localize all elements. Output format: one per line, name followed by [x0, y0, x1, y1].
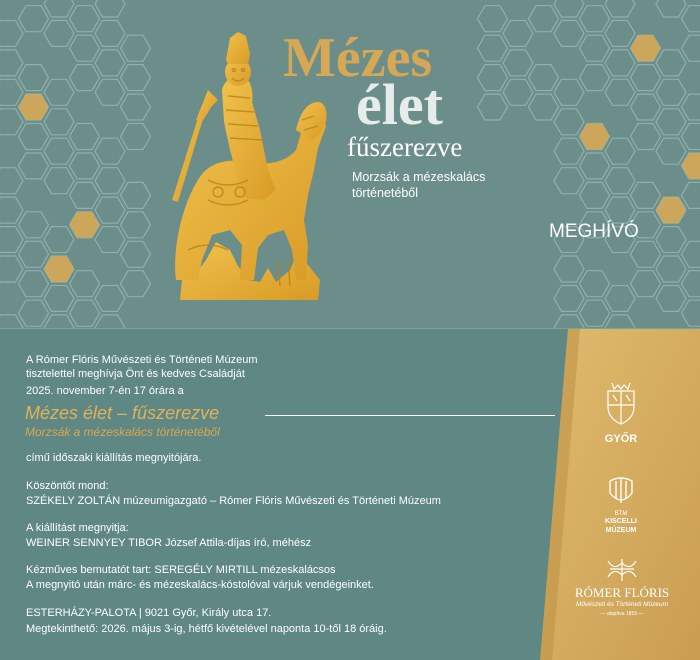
honeycomb-cell-gold [19, 94, 49, 120]
title-word-fuszerezve: fűszerezve [347, 132, 463, 162]
honeycomb-cell [554, 256, 584, 282]
honeycomb-cell [478, 94, 508, 120]
honeycomb-cell [605, 168, 635, 194]
honeycomb-cell [554, 315, 584, 328]
venue-address: ESTERHÁZY-PALOTA | 9021 Győr, Király utca 17. [26, 607, 272, 619]
honeycomb-cell [70, 124, 100, 150]
honeycomb-cell [682, 271, 700, 297]
title-word-mezes: Mézes [283, 27, 433, 89]
honeycomb-cell [682, 241, 700, 267]
honeycomb-cell [682, 124, 700, 150]
invitation-header [0, 0, 700, 328]
honeycomb-cell [631, 271, 661, 297]
honeycomb-cell [19, 241, 49, 267]
subtitle-line-2: történetéből [352, 186, 419, 200]
honeycomb-cell [95, 21, 125, 47]
honeycomb-cell-gold [580, 124, 610, 150]
honeycomb-cell [19, 300, 49, 326]
honeycomb-cell [682, 94, 700, 120]
honeycomb-cell [529, 6, 559, 32]
honeycomb-cell [70, 182, 100, 208]
honeycomb-cell [70, 271, 100, 297]
honeycomb-cell-gold [656, 197, 686, 223]
honeycomb-cell [554, 21, 584, 47]
honeycomb-cell [121, 212, 151, 238]
exhibition-suffix: című időszaki kiállítás megnyitójára. [26, 452, 202, 464]
honeycomb-cell [70, 65, 100, 91]
honeycomb-cell [580, 300, 610, 326]
honeycomb-cell [121, 271, 151, 297]
honeycomb-cell [631, 182, 661, 208]
honeycomb-cell [95, 79, 125, 105]
greeting-person: SZÉKELY ZOLTÁN múzeumigazgató – Rómer Flóris Művészeti és Történeti Múzeum [26, 495, 441, 507]
honeycomb-cell [95, 286, 125, 312]
honeycomb-cell [44, 227, 74, 253]
honeycomb-cell [605, 79, 635, 105]
honeycomb-cell [478, 65, 508, 91]
honeycomb-cell [121, 65, 151, 91]
exhibition-title: Mézes élet – fűszerezve [25, 403, 220, 423]
honeycomb-cell [631, 124, 661, 150]
greeting-label: Köszöntőt mond: [26, 480, 109, 492]
honeycomb-cell [95, 227, 125, 253]
honeycomb-cell [0, 256, 23, 282]
honeycomb-cell [0, 315, 23, 328]
honeycomb-cell [44, 79, 74, 105]
honeycomb-cell [656, 286, 686, 312]
honeycomb-cell [656, 109, 686, 135]
honeycomb-cell [19, 65, 49, 91]
honeycomb-cell [605, 315, 635, 328]
honeycomb-cell [44, 286, 74, 312]
honeycomb-cell [121, 241, 151, 267]
honeycomb-cell [580, 153, 610, 179]
honeycomb-cell [605, 21, 635, 47]
honeycomb-cell [0, 197, 23, 223]
romer-logo-label-3: — alapítva 1859 — [600, 611, 644, 617]
honeycomb-cell-gold [631, 35, 661, 61]
romer-logo-label-2: Művészeti és Történeti Múzeum [575, 601, 669, 608]
honeycomb-cell [0, 168, 23, 194]
gyor-logo-label: GYŐR [604, 433, 638, 445]
intro-line-2: tisztelettel meghívja Önt és kedves Családját [26, 368, 245, 380]
honeycomb-cell [656, 227, 686, 253]
honeycomb-cell [631, 94, 661, 120]
honeycomb-cell [503, 21, 533, 47]
gyor-coat-of-arms-icon [604, 381, 638, 425]
intro-line-3: 2025. november 7-én 17 órára a [26, 385, 184, 397]
honeycomb-cell [70, 300, 100, 326]
honeycomb-cell [554, 0, 584, 17]
invitation-label: MEGHÍVÓ [549, 221, 639, 242]
btm-kiscelli-logo-icon [608, 477, 634, 507]
honeycomb-cell [554, 286, 584, 312]
romer-logo-label-1: RÓMER FLÓRIS [574, 585, 670, 600]
opener-person: WEINER SENNYEY TIBOR József Attila-díjas író, méhész [26, 537, 312, 549]
subtitle-line-1: Morzsák a mézeskalács [352, 170, 486, 184]
honeycomb-cell [121, 182, 151, 208]
honeycomb-cell [503, 79, 533, 105]
honeycomb-cell [121, 35, 151, 61]
honeycomb-cell [95, 50, 125, 76]
honeycomb-cell-gold [682, 153, 700, 179]
honeycomb-cell [44, 138, 74, 164]
btm-logo-label-2: KISCELLI [605, 518, 637, 525]
honeycomb-cell [0, 79, 23, 105]
honeycomb-cell [19, 6, 49, 32]
honeycomb-cell [44, 0, 74, 17]
btm-logo-label-1: BTM [614, 511, 628, 517]
btm-logo-label-3: MÚZEUM [605, 527, 637, 534]
honeycomb-cell [682, 35, 700, 61]
honeycomb-cell [19, 271, 49, 297]
honeycomb-cell [580, 35, 610, 61]
honeycomb-cell-gold [70, 212, 100, 238]
honeycomb-cell [44, 315, 74, 328]
honeycomb-cell [605, 138, 635, 164]
honeycomb-cell [682, 182, 700, 208]
honeycomb-cell [605, 286, 635, 312]
viewing-hours: Megtekinthető: 2026. május 3-ig, hétfő kivételével naponta 10-től 18 óráig. [26, 623, 387, 635]
honeycomb-cell [580, 271, 610, 297]
honeycomb-cell [44, 168, 74, 194]
honeycomb-cell [580, 182, 610, 208]
honeycomb-cell [605, 197, 635, 223]
honeycomb-cell [554, 109, 584, 135]
honeycomb-cell [656, 256, 686, 282]
honeycomb-cell [631, 65, 661, 91]
honeycomb-cell-gold [44, 256, 74, 282]
honeycomb-cell [605, 50, 635, 76]
exhibition-subtitle: Morzsák a mézeskalács történetéből [25, 425, 220, 439]
honeycomb-cell [631, 241, 661, 267]
honeycomb-cell [529, 94, 559, 120]
romer-floris-ornament-icon [606, 557, 638, 583]
honeycomb-cell [580, 65, 610, 91]
honeycomb-cell [554, 79, 584, 105]
honeycomb-cell [70, 6, 100, 32]
honeycomb-cell [656, 138, 686, 164]
craft-line-2: A megnyitó után márc- és mézeskalács-kóstolóval várjuk vendégeinket. [26, 579, 374, 591]
honeycomb-cell [19, 124, 49, 150]
title-divider [265, 415, 555, 416]
honeycomb-cell [95, 138, 125, 164]
honeycomb-cell [0, 227, 23, 253]
honeycomb-cell [44, 21, 74, 47]
craft-line-1: Kézműves bemutatót tart: SEREGÉLY MIRTILL mézeskalácsos [26, 564, 336, 576]
honeycomb-cell [70, 153, 100, 179]
honeycomb-cell [656, 0, 686, 17]
honeycomb-cell [554, 168, 584, 194]
honeycomb-cell [0, 21, 23, 47]
honeycomb-cell [95, 315, 125, 328]
honeycomb-cell [682, 6, 700, 32]
honeycomb-cell [0, 109, 23, 135]
honeycomb-cell [121, 124, 151, 150]
honeycomb-cell [0, 50, 23, 76]
honeycomb-cell [19, 212, 49, 238]
intro-line-1: A Rómer Flóris Művészeti és Történeti Múzeum [26, 354, 258, 366]
honeycomb-cell [478, 6, 508, 32]
honeycomb-cell [19, 153, 49, 179]
opener-label: A kiállítást megnyitja: [26, 522, 129, 534]
honeycomb-cell [478, 35, 508, 61]
honeycomb-cell [95, 0, 125, 17]
honeycomb-cell [656, 50, 686, 76]
honeycomb-cell [70, 35, 100, 61]
honeycomb-cell [605, 0, 635, 17]
honeycomb-cell [44, 109, 74, 135]
honeycomb-cell [121, 94, 151, 120]
honeycomb-cell [95, 197, 125, 223]
honeycomb-cell [529, 65, 559, 91]
honeycomb-cell [503, 50, 533, 76]
invitation-body [0, 328, 700, 660]
honeycomb-cell [656, 79, 686, 105]
honeycomb-cell [95, 168, 125, 194]
title-word-elet: élet [356, 72, 443, 137]
honeycomb-cell [580, 6, 610, 32]
honeycomb-cell [554, 138, 584, 164]
honeycomb-cell [682, 300, 700, 326]
